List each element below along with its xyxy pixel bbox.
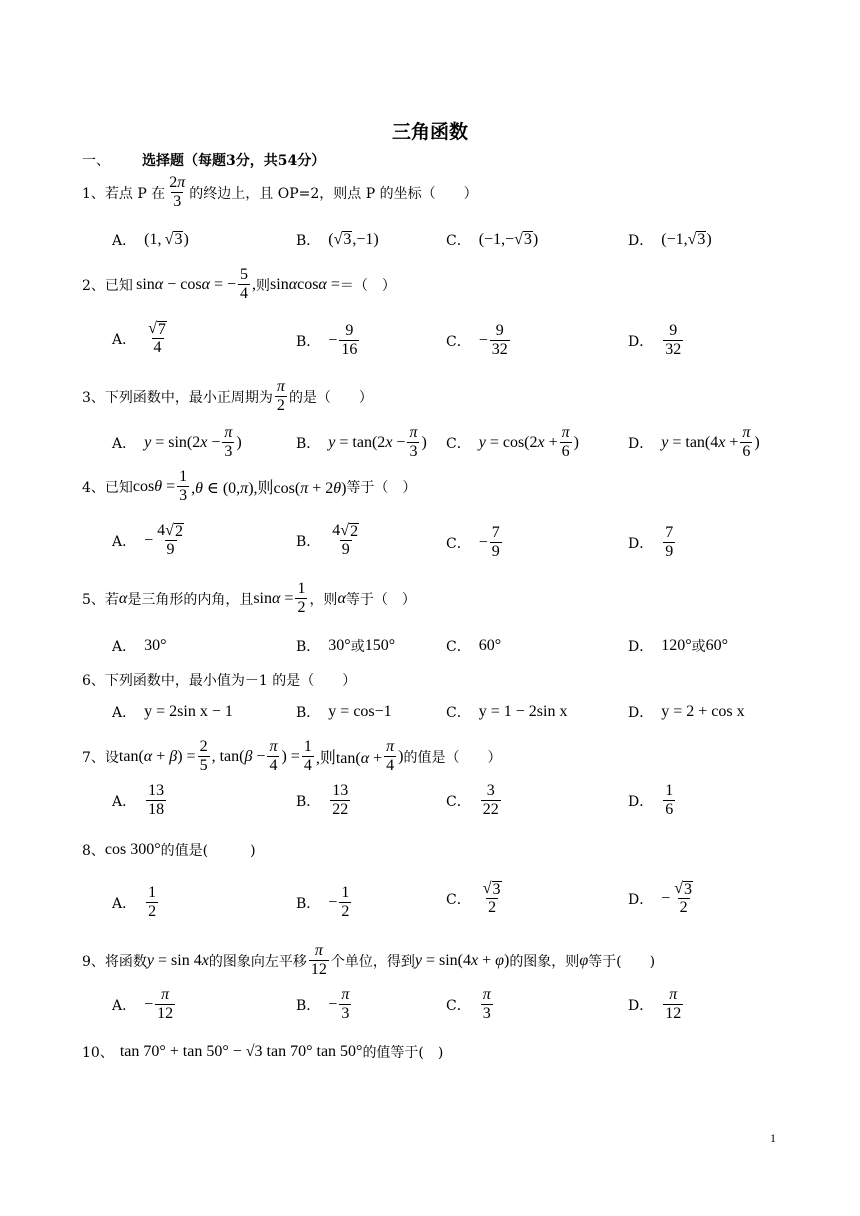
option-8d: D． − √ 3 2 bbox=[628, 880, 693, 917]
option-8b: B． − $\frac{1}{2}$ bbox=[296, 884, 350, 921]
section-number: 一、 bbox=[82, 153, 110, 169]
option-4b: B． 4 √ 2 9 bbox=[296, 522, 359, 559]
option-2b: B． − $\frac{9}{16}$ bbox=[296, 322, 358, 359]
question-5: 5、 若 α 是三角形的内角，且 sinα = $\frac{1}{2}$ ，则 α 等于（ ） bbox=[82, 580, 416, 617]
option-7a: A． $\frac{13}{18}$ bbox=[112, 782, 165, 819]
question-2: 2、 已知 sinα − cosα = − $\frac{5}{4}$ , 则 sinαcosα = ＝（ ） bbox=[82, 266, 396, 303]
section-label: 选择题（每题3分，共54分） bbox=[142, 153, 326, 169]
question-6: 6、 下列函数中，最小值为－1 的是（ ） bbox=[82, 673, 357, 689]
option-5a: A． 30° bbox=[112, 637, 167, 655]
fraction: $\frac{2\pi}{3}$ bbox=[169, 174, 186, 211]
question-10: 10、 tan 70° + tan 50° − √3 tan 70° tan 50° 的值等于( ) bbox=[82, 1043, 444, 1061]
question-3: 3、 下列函数中，最小正周期为 $\frac{\pi}{2}$ 的是（ ） bbox=[82, 378, 373, 415]
option-5c: C． 60° bbox=[446, 637, 502, 655]
option-4a: A． − 4 √ 2 9 bbox=[112, 522, 183, 559]
option-7b: B． $\frac{13}{22}$ bbox=[296, 782, 349, 819]
option-9a: A． − $\frac{\pi}{12}$ bbox=[112, 986, 174, 1023]
question-9: 9、 将函数 y = sin 4x 的图象向左平移 $\frac{\pi}{12}$ 个单位，得到 y = sin(4x + φ) 的图象，则 φ 等于( ) bbox=[82, 942, 656, 979]
option-9d: D． $\frac{\pi}{12}$ bbox=[628, 986, 682, 1023]
question-text: 若点 P 在 bbox=[104, 185, 166, 202]
option-6c: C． y = 1 − 2sin x bbox=[446, 703, 568, 721]
option-9b: B． − $\frac{\pi}{3}$ bbox=[296, 986, 350, 1023]
section-heading bbox=[82, 150, 325, 170]
option-2c: C． − $\frac{9}{32}$ bbox=[446, 322, 508, 359]
option-7d: D． $\frac{1}{6}$ bbox=[628, 782, 674, 819]
option-6d: D． y = 2 + cos x bbox=[628, 703, 745, 721]
option-3d: D． y = tan(4x + $\frac{\pi}{6}$ ) bbox=[628, 424, 760, 461]
option-5d: D． 120° 或 60° bbox=[628, 637, 729, 655]
page-title: 三角函数 bbox=[391, 121, 468, 143]
option-9c: C． $\frac{\pi}{3}$ bbox=[446, 986, 491, 1023]
question-number: 1、 bbox=[82, 185, 105, 202]
option-6a: A． y = 2sin x − 1 bbox=[112, 703, 233, 721]
option-2a: A． √ 7 4 bbox=[112, 320, 166, 357]
option-1d: D． (−1, √ 3 ) bbox=[628, 231, 712, 249]
option-5b: B． 30° 或 150° bbox=[296, 637, 396, 655]
question-4: 4、 已知 cosθ = $\frac{1}{3}$ ,θ ∈ (0,π),则cos(π + 2θ) 等于（ ） bbox=[82, 468, 417, 505]
option-1c: C． (−1,− √ 3 ) bbox=[446, 231, 539, 249]
option-1a: A． (1, √ 3 ) bbox=[112, 231, 189, 249]
option-4d: D． $\frac{7}{9}$ bbox=[628, 524, 674, 561]
question-8: 8、 cos 300° 的值是( ) bbox=[82, 841, 256, 859]
option-8a: A． $\frac{1}{2}$ bbox=[112, 884, 157, 921]
question-7: 7、 设 tan(α + β) = $\frac{2}{5}$ , tan(β − $\frac{\pi}{4}$ ) = $\frac{1}{4}$ ,则tan(α + $\frac{\pi}{4}$ ) 的值是（ ） bbox=[82, 738, 502, 775]
option-7c: C． $\frac{3}{22}$ bbox=[446, 782, 499, 819]
question-1 bbox=[82, 174, 478, 212]
option-2d: D． $\frac{9}{32}$ bbox=[628, 322, 682, 359]
question-text: 的终边上，且 OP=2，则点 P 的坐标（ ） bbox=[189, 185, 478, 202]
option-1b: B． ( √ 3 ,−1) bbox=[296, 231, 379, 249]
option-6b: B． y = cos−1 bbox=[296, 703, 392, 721]
option-8c: C． √ 3 2 bbox=[446, 880, 501, 917]
option-4c: C． − $\frac{7}{9}$ bbox=[446, 524, 500, 561]
option-3a: A． y = sin(2x − $\frac{\pi}{3}$ ) bbox=[112, 424, 242, 461]
page-number: 1 bbox=[770, 1131, 776, 1145]
option-3b: B． y = tan(2x − $\frac{\pi}{3}$ ) bbox=[296, 424, 427, 461]
option-3c: C． y = cos(2x + $\frac{\pi}{6}$ ) bbox=[446, 424, 579, 461]
